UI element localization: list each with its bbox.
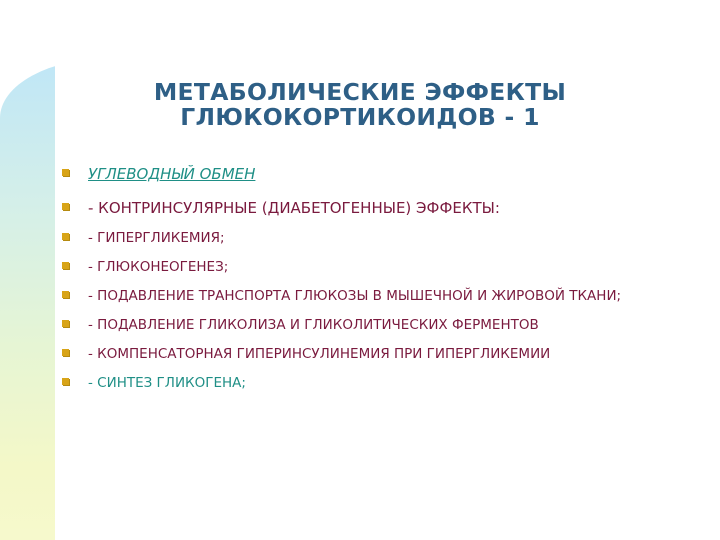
list-item-text: - ГЛЮКОНЕОГЕНЕЗ; (88, 259, 229, 275)
square-bullet-icon (62, 262, 69, 269)
list-item-main-effect (62, 197, 662, 220)
bullet-list (62, 163, 662, 402)
square-bullet-icon (62, 203, 69, 210)
square-bullet-icon (62, 233, 69, 240)
section-heading-link[interactable]: УГЛЕВОДНЫЙ ОБМЕН (88, 165, 256, 183)
list-item (62, 286, 662, 307)
list-item-text: - СИНТЕЗ ГЛИКОГЕНА; (88, 375, 246, 391)
list-item-text: - КОМПЕНСАТОРНАЯ ГИПЕРИНСУЛИНЕМИЯ ПРИ ГИПЕРГЛИКЕМИИ (88, 346, 551, 362)
title-line-1: МЕТАБОЛИЧЕСКИЕ ЭФФЕКТЫ (153, 78, 567, 106)
title-line-2: ГЛЮКОКОРТИКОИДОВ - 1 (180, 103, 540, 131)
list-item-text: - ПОДАВЛЕНИЕ ТРАНСПОРТА ГЛЮКОЗЫ В МЫШЕЧНОЙ И ЖИРОВОЙ ТКАНИ; (88, 288, 622, 304)
list-item (62, 315, 662, 336)
list-item-text: - ПОДАВЛЕНИЕ ГЛИКОЛИЗА И ГЛИКОЛИТИЧЕСКИХ ФЕРМЕНТОВ (88, 317, 539, 333)
slide-title (55, 80, 665, 130)
square-bullet-icon (62, 291, 69, 298)
list-item (62, 344, 662, 365)
list-item-text: - ГИПЕРГЛИКЕМИЯ; (88, 230, 225, 246)
list-item (62, 228, 662, 249)
square-bullet-icon (62, 320, 69, 327)
list-item-heading (62, 163, 662, 185)
square-bullet-icon (62, 378, 69, 385)
list-item-highlighted (62, 373, 662, 394)
square-bullet-icon (62, 169, 69, 176)
main-effect-text: - КОНТРИНСУЛЯРНЫЕ (ДИАБЕТОГЕННЫЕ) ЭФФЕКТЫ: (88, 199, 500, 217)
square-bullet-icon (62, 349, 69, 356)
list-item (62, 257, 662, 278)
